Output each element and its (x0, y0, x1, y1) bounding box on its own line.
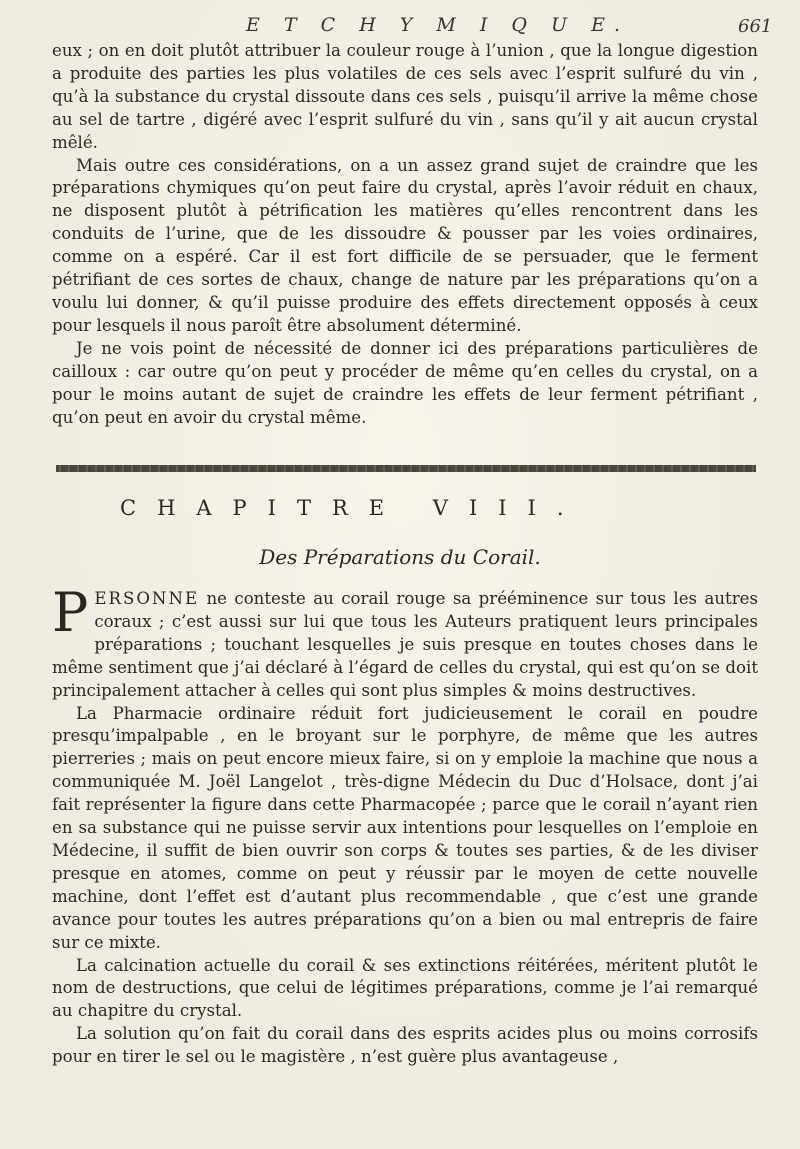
drop-cap: P (52, 581, 89, 644)
paragraph: La calcination actuelle du corail & ses extinctions réitérées, méritent plutôt le nom de destructions, que celui de légitimes préparations, comme je l’ai remarqué au chapitre du crystal. (52, 955, 758, 1021)
paragraph-text: ne conteste au corail rouge sa prééminence sur tous les autres coraux ; c’est aussi sur lui que tous les Auteurs pratiquent leurs principales préparations ; touchant lesquelles je suis presque en toutes choses dans le même sentiment que j’ai déclaré à l’égard de celles du crystal, qui est qu’on se doit principalement attacher à celles qui sont plus simples & moins destructives. (52, 589, 758, 700)
lead-capitals: ERSONNE (94, 589, 200, 608)
chapter-subtitle: Des Préparations du Corail. (259, 545, 541, 569)
paragraph: La solution qu’on fait du corail dans des esprits acides plus ou moins corrosifs pour en tirer le sel ou le magistère , n’est guère plus avantageuse , (52, 1024, 758, 1067)
chapter-title: CHAPITRE VIII. (120, 496, 585, 520)
ornamental-rule (56, 465, 756, 472)
text-block-chapter (52, 581, 758, 1069)
running-head: E T C H Y M I Q U E. (246, 14, 630, 36)
paragraph: La Pharmacie ordinaire réduit fort judicieusement le corail en poudre presqu’impalpable , en le broyant sur le porphyre, de même que les autres pierreries ; mais on peut encore mieux faire, si on y emploie la machine que nous a communiquée M. Joël Langelot , très-digne Médecin du Duc d’Holsace, dont j’ai fait représenter la figure dans cette Pharmacopée ; parce que le corail n’ayant rien en sa substance qui ne puisse servir aux intentions pour lesquelles on l’emploie en Médecine, il suffit de bien ouvrir son corps & toutes ses parties, & de les diviser presque en atomes, comme on peut y réussir par le moyen de cette nouvelle machine, dont l’effet est d’autant plus recommendable , que c’est une grande avance pour toutes les autres préparations qu’on a bien ou mal entrepris de faire sur ce mixte. (52, 703, 758, 952)
page-number: 661 (738, 16, 773, 37)
paragraph: Je ne vois point de nécessité de donner ici des préparations particulières de cailloux : car outre qu’on peut y procéder de même qu’en celles du crystal, on a pour le moins autant de sujet de craindre les effets de leur ferment pétrifiant , qu’on peut en avoir du crystal même. (52, 338, 758, 427)
paragraph: Mais outre ces considérations, on a un assez grand sujet de craindre que les préparations chymiques qu’on peut faire du crystal, après l’avoir réduit en chaux, ne disposent plutôt à pétrification les matières qu’elles rencontrent dans les conduits de l’urine, que de les dissoudre & pousser par les voies ordinaires, comme on a espéré. Car il est fort difficile de se persuader, que le ferment pétrifiant de ces sortes de chaux, change de nature par les préparations qu’on a voulu lui donner, & qu’il puisse produire des effets directement opposés à ceux pour lesquels il nous paroît être absolument déterminé. (52, 155, 758, 335)
text-block-before-chapter (52, 40, 758, 429)
opening-paragraph (52, 581, 758, 703)
paragraph: eux ; on en doit plutôt attribuer la couleur rouge à l’union , que la longue digestion a produite des parties les plus volatiles de ces sels avec l’esprit sulfuré du vin , qu’à la substance du crystal dissoute dans ces sels , puisqu’il arrive la même chose au sel de tartre , digéré avec l’esprit sulfuré du vin , sans qu’il y ait aucun crystal mêlé. (52, 41, 758, 152)
